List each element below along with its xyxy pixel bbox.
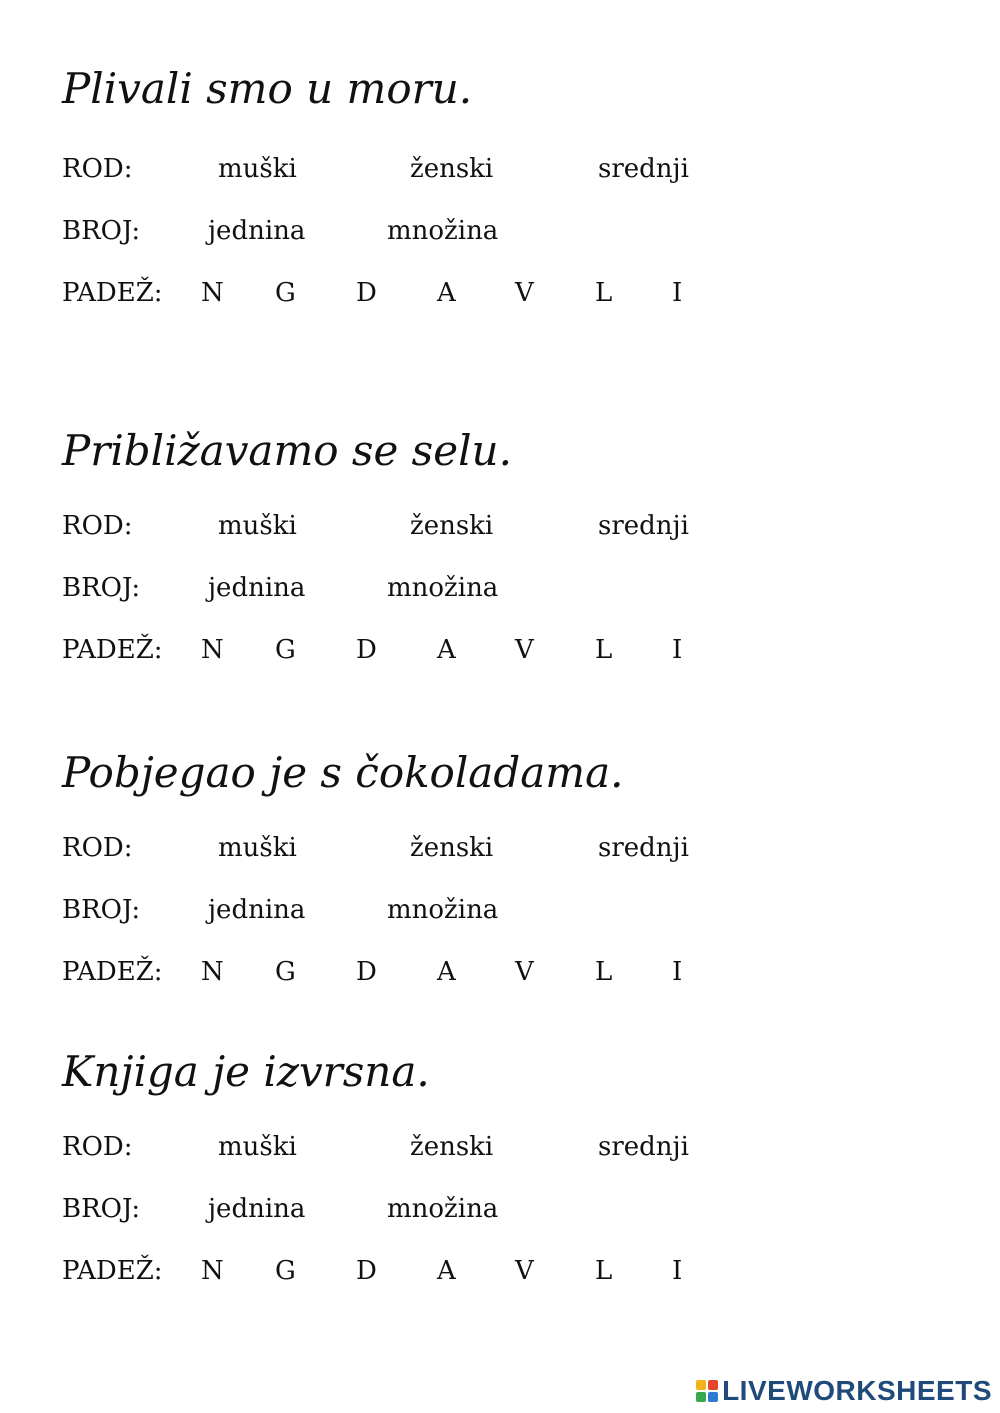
padez-option-n[interactable]: N bbox=[201, 957, 224, 987]
rod-option-muski[interactable]: muški bbox=[218, 1132, 297, 1162]
rod-option-srednji[interactable]: srednji bbox=[598, 833, 689, 863]
broj-option-jednina[interactable]: jednina bbox=[208, 1194, 306, 1224]
padez-option-v[interactable]: V bbox=[515, 957, 534, 987]
padez-option-l[interactable]: L bbox=[595, 278, 613, 308]
rod-option-zenski[interactable]: ženski bbox=[410, 1132, 494, 1162]
padez-label: PADEŽ: bbox=[62, 1256, 163, 1286]
exercise-sentence: Pobjegao je s čokoladama. bbox=[62, 748, 624, 797]
broj-row bbox=[62, 216, 822, 246]
padez-row bbox=[62, 1256, 822, 1286]
broj-option-jednina[interactable]: jednina bbox=[208, 216, 306, 246]
padez-option-l[interactable]: L bbox=[595, 635, 613, 665]
padez-option-n[interactable]: N bbox=[201, 635, 224, 665]
broj-option-jednina[interactable]: jednina bbox=[208, 895, 306, 925]
padez-row bbox=[62, 957, 822, 987]
rod-option-zenski[interactable]: ženski bbox=[410, 833, 494, 863]
padez-label: PADEŽ: bbox=[62, 635, 163, 665]
padez-option-d[interactable]: D bbox=[356, 278, 377, 308]
broj-option-jednina[interactable]: jednina bbox=[208, 573, 306, 603]
broj-option-mnozina[interactable]: množina bbox=[387, 573, 499, 603]
broj-row bbox=[62, 1194, 822, 1224]
padez-option-d[interactable]: D bbox=[356, 1256, 377, 1286]
padez-option-g[interactable]: G bbox=[275, 278, 296, 308]
rod-option-srednji[interactable]: srednji bbox=[598, 511, 689, 541]
padez-option-v[interactable]: V bbox=[515, 278, 534, 308]
rod-option-muski[interactable]: muški bbox=[218, 154, 297, 184]
padez-option-g[interactable]: G bbox=[275, 635, 296, 665]
liveworksheets-logo-icon bbox=[696, 1380, 718, 1402]
padez-option-n[interactable]: N bbox=[201, 1256, 224, 1286]
padez-option-l[interactable]: L bbox=[595, 957, 613, 987]
rod-row bbox=[62, 511, 822, 541]
rod-row bbox=[62, 1132, 822, 1162]
padez-option-i[interactable]: I bbox=[672, 957, 683, 987]
padez-option-d[interactable]: D bbox=[356, 635, 377, 665]
rod-label: ROD: bbox=[62, 154, 133, 184]
broj-label: BROJ: bbox=[62, 1194, 141, 1224]
broj-option-mnozina[interactable]: množina bbox=[387, 1194, 499, 1224]
padez-option-l[interactable]: L bbox=[595, 1256, 613, 1286]
rod-option-zenski[interactable]: ženski bbox=[410, 511, 494, 541]
rod-label: ROD: bbox=[62, 1132, 133, 1162]
padez-row bbox=[62, 278, 822, 308]
broj-option-mnozina[interactable]: množina bbox=[387, 216, 499, 246]
rod-label: ROD: bbox=[62, 833, 133, 863]
rod-option-srednji[interactable]: srednji bbox=[598, 154, 689, 184]
padez-option-i[interactable]: I bbox=[672, 278, 683, 308]
padez-label: PADEŽ: bbox=[62, 957, 163, 987]
brand-name: LIVEWORKSHEETS bbox=[722, 1375, 992, 1406]
broj-option-mnozina[interactable]: množina bbox=[387, 895, 499, 925]
broj-label: BROJ: bbox=[62, 573, 141, 603]
padez-option-a[interactable]: A bbox=[437, 957, 456, 987]
padez-option-i[interactable]: I bbox=[672, 1256, 683, 1286]
rod-option-muski[interactable]: muški bbox=[218, 511, 297, 541]
padez-option-v[interactable]: V bbox=[515, 635, 534, 665]
padez-row bbox=[62, 635, 822, 665]
exercise-sentence: Plivali smo u moru. bbox=[62, 64, 473, 113]
rod-row bbox=[62, 833, 822, 863]
padez-option-g[interactable]: G bbox=[275, 1256, 296, 1286]
rod-row bbox=[62, 154, 822, 184]
broj-row bbox=[62, 895, 822, 925]
padez-option-v[interactable]: V bbox=[515, 1256, 534, 1286]
padez-option-a[interactable]: A bbox=[437, 278, 456, 308]
broj-label: BROJ: bbox=[62, 216, 141, 246]
exercise-sentence: Knjiga je izvrsna. bbox=[62, 1047, 430, 1096]
rod-option-zenski[interactable]: ženski bbox=[410, 154, 494, 184]
padez-option-d[interactable]: D bbox=[356, 957, 377, 987]
padez-option-a[interactable]: A bbox=[437, 635, 456, 665]
rod-label: ROD: bbox=[62, 511, 133, 541]
exercise-sentence: Približavamo se selu. bbox=[62, 426, 512, 475]
padez-label: PADEŽ: bbox=[62, 278, 163, 308]
padez-option-n[interactable]: N bbox=[201, 278, 224, 308]
rod-option-srednji[interactable]: srednji bbox=[598, 1132, 689, 1162]
broj-row bbox=[62, 573, 822, 603]
broj-label: BROJ: bbox=[62, 895, 141, 925]
padez-option-i[interactable]: I bbox=[672, 635, 683, 665]
rod-option-muski[interactable]: muški bbox=[218, 833, 297, 863]
liveworksheets-logo bbox=[696, 1375, 992, 1407]
padez-option-a[interactable]: A bbox=[437, 1256, 456, 1286]
padez-option-g[interactable]: G bbox=[275, 957, 296, 987]
